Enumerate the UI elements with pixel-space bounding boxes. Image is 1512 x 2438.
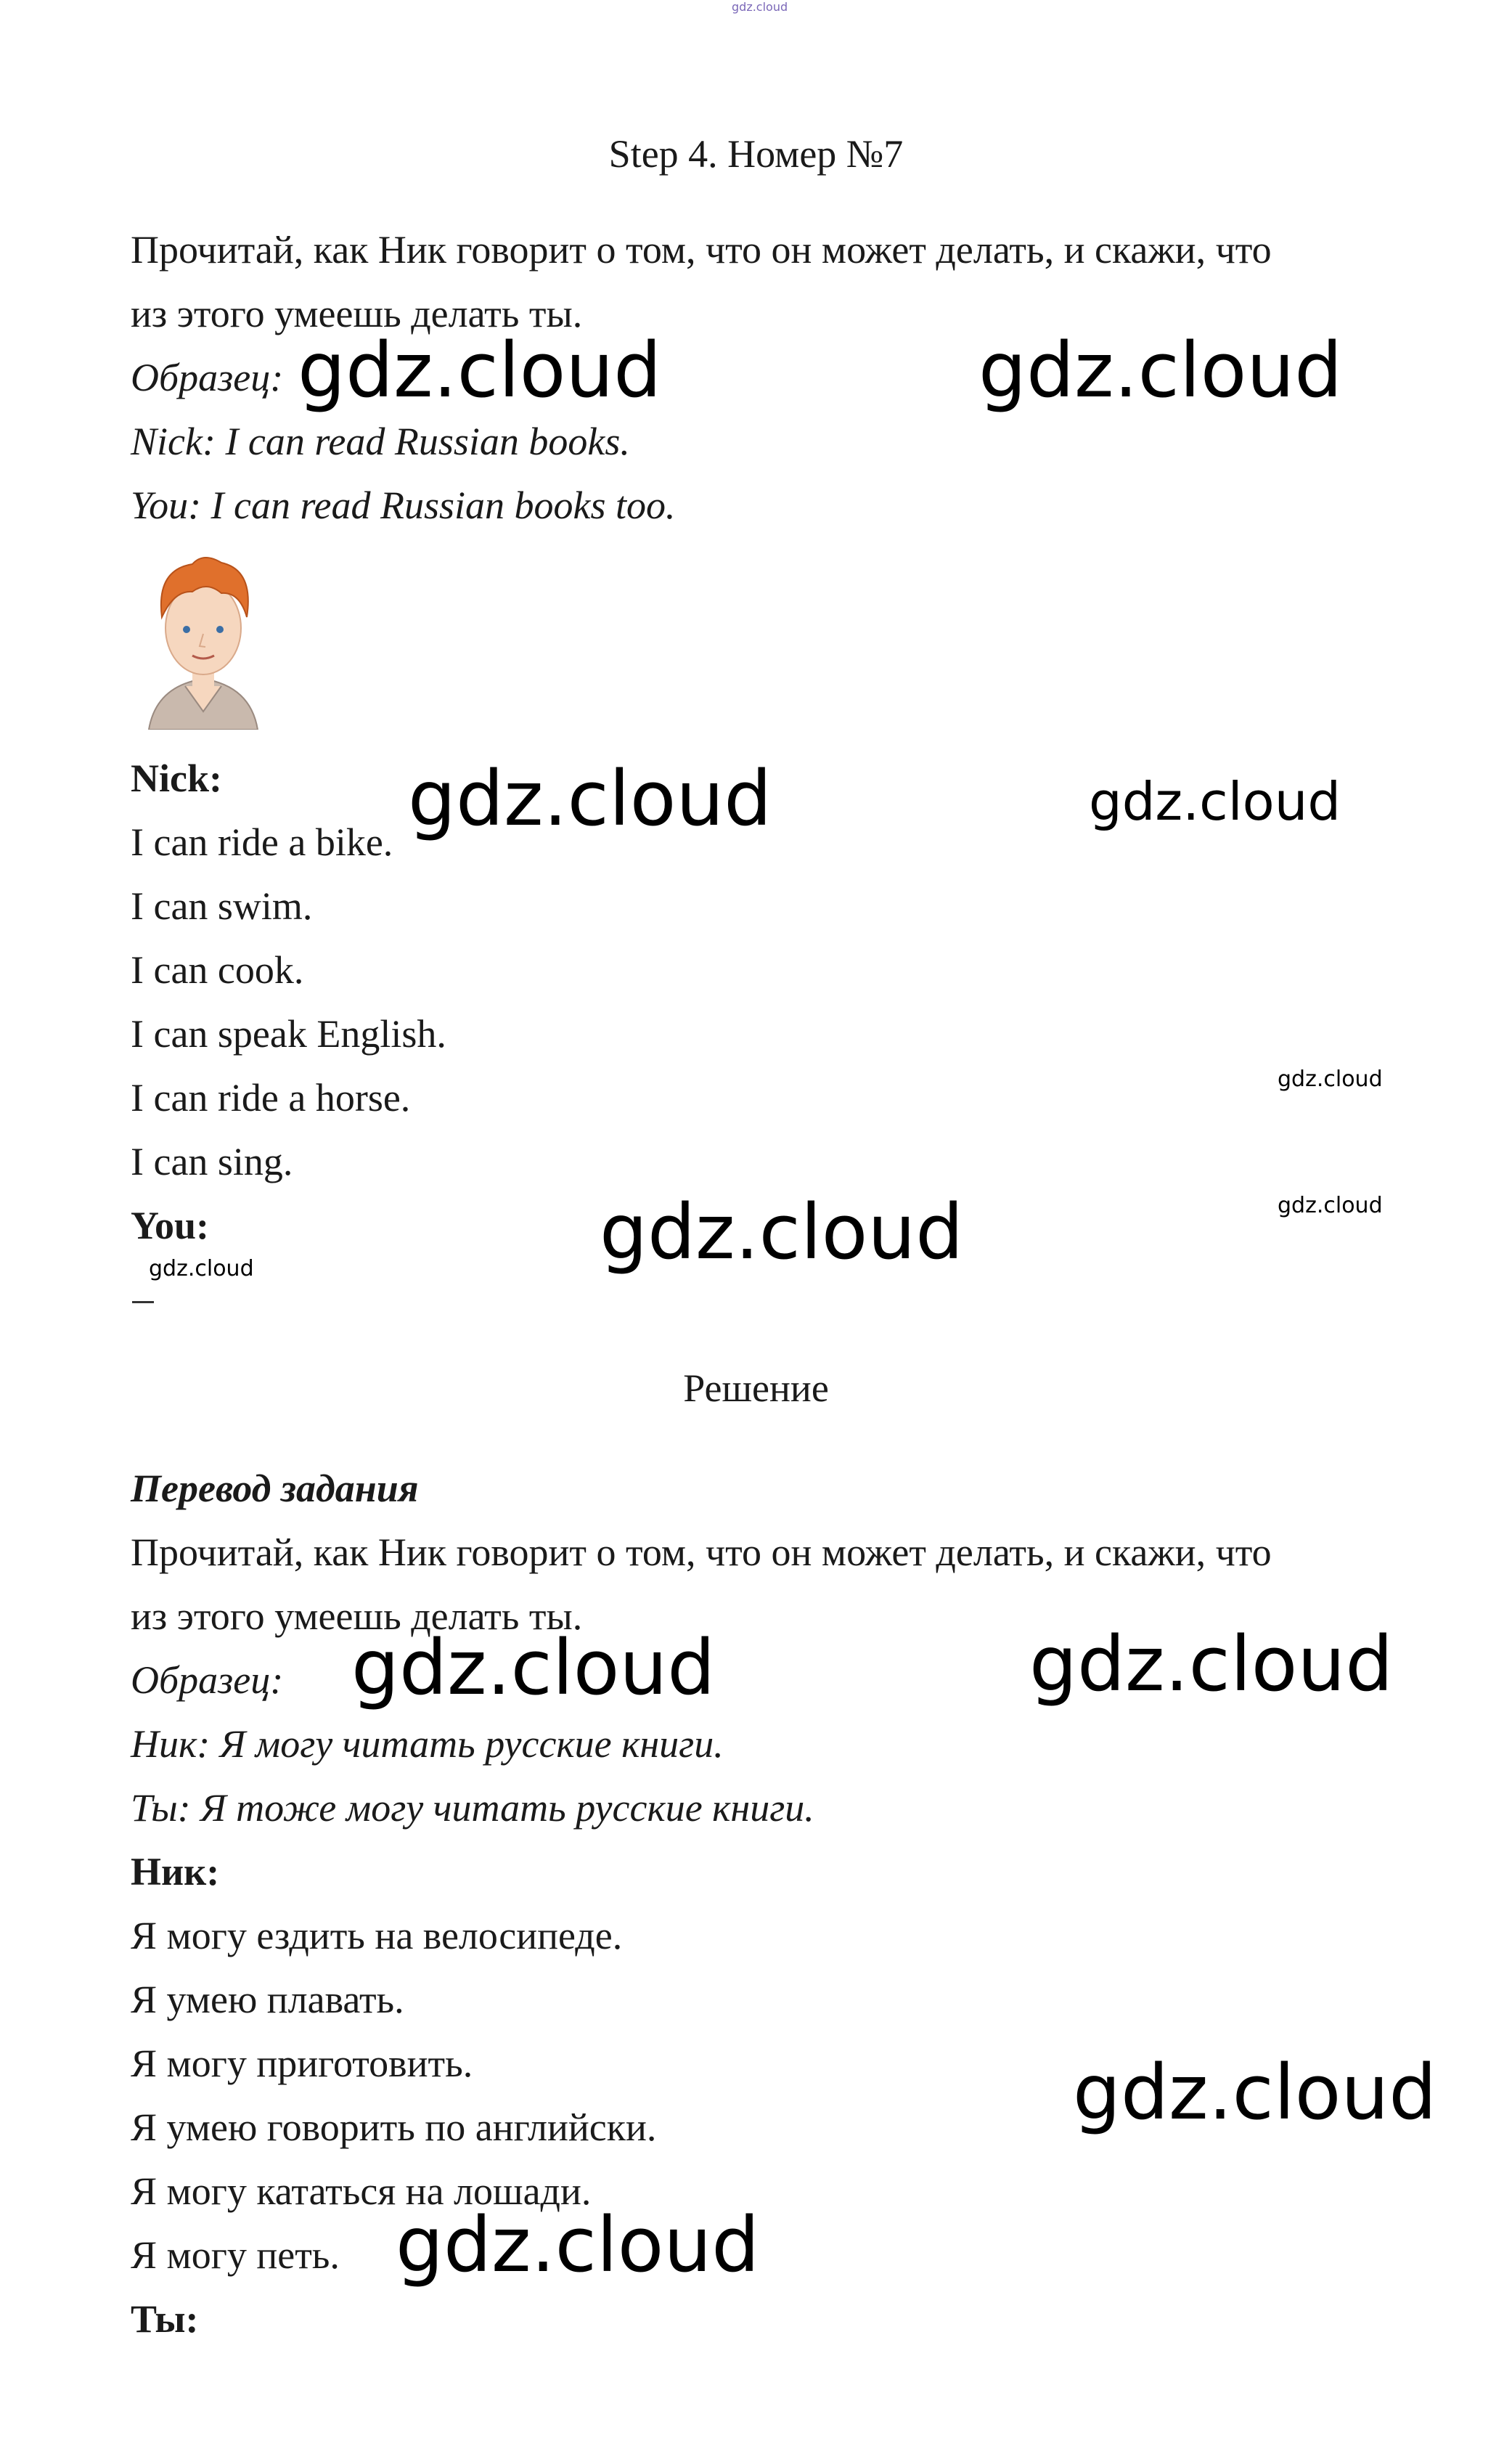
watermark: gdz.cloud bbox=[1278, 1193, 1383, 1218]
watermark: gdz.cloud bbox=[351, 1623, 716, 1712]
answer-dash bbox=[132, 1301, 154, 1303]
top-watermark: gdz.cloud bbox=[732, 0, 788, 14]
page-title: Step 4. Номер №7 bbox=[608, 132, 904, 176]
watermark: gdz.cloud bbox=[1089, 771, 1341, 832]
watermark: gdz.cloud bbox=[149, 1256, 254, 1281]
solution-nick-line: Я умею говорить по английски. bbox=[131, 2105, 657, 2149]
watermark: gdz.cloud bbox=[408, 754, 772, 843]
nick-label: Nick: bbox=[131, 757, 222, 800]
watermark: gdz.cloud bbox=[1278, 1067, 1383, 1092]
solution-nick-line: Я могу приготовить. bbox=[131, 2042, 473, 2085]
nick-portrait-image bbox=[134, 548, 272, 730]
sample-nick: Nick: I can read Russian books. bbox=[131, 420, 630, 463]
nick-line: I can cook. bbox=[131, 948, 304, 992]
solution-nick-line: Я могу кататься на лошади. bbox=[131, 2169, 592, 2213]
translation-heading: Перевод задания bbox=[131, 1467, 419, 1510]
nick-line: I can swim. bbox=[131, 884, 313, 928]
watermark: gdz.cloud bbox=[600, 1188, 964, 1276]
watermark: gdz.cloud bbox=[1073, 2048, 1437, 2137]
sample-label: Образец: bbox=[131, 356, 284, 399]
solution-sample-label: Образец: bbox=[131, 1658, 284, 1702]
solution-nick-line: Я могу петь. bbox=[131, 2233, 340, 2277]
watermark: gdz.cloud bbox=[1029, 1620, 1394, 1708]
nick-line: I can speak English. bbox=[131, 1012, 446, 1056]
instruction-line-1: Прочитай, как Ник говорит о том, что он может делать, и скажи, что bbox=[131, 228, 1272, 272]
nick-line: I can ride a horse. bbox=[131, 1076, 411, 1120]
instruction-line-2: из этого умеешь делать ты. bbox=[131, 292, 583, 335]
solution-sample-nick: Ник: Я могу читать русские книги. bbox=[131, 1722, 724, 1766]
solution-instruction-line-2: из этого умеешь делать ты. bbox=[131, 1594, 583, 1638]
you-label: You: bbox=[131, 1204, 210, 1247]
solution-heading: Решение bbox=[683, 1366, 829, 1410]
solution-you-label: Ты: bbox=[131, 2297, 199, 2341]
watermark: gdz.cloud bbox=[978, 326, 1343, 415]
solution-instruction-line-1: Прочитай, как Ник говорит о том, что он может делать, и скажи, что bbox=[131, 1530, 1272, 1574]
sample-you: You: I can read Russian books too. bbox=[131, 484, 676, 527]
solution-sample-you: Ты: Я тоже могу читать русские книги. bbox=[131, 1786, 814, 1830]
nick-line: I can sing. bbox=[131, 1140, 293, 1183]
solution-nick-line: Я умею плавать. bbox=[131, 1978, 404, 2021]
nick-line: I can ride a bike. bbox=[131, 820, 393, 864]
watermark: gdz.cloud bbox=[298, 326, 662, 415]
solution-nick-label: Ник: bbox=[131, 1850, 220, 1893]
solution-nick-line: Я могу ездить на велосипеде. bbox=[131, 1914, 623, 1957]
watermark: gdz.cloud bbox=[396, 2201, 760, 2289]
